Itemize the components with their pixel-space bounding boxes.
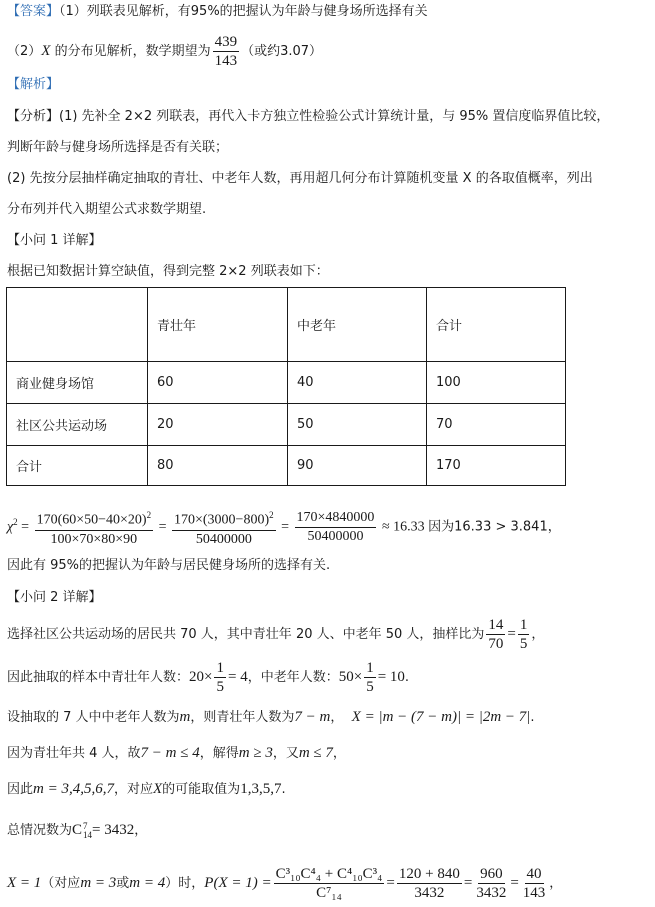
answer-tag: 【答案】 <box>7 4 60 19</box>
table-cell: 60 <box>148 362 288 404</box>
q2-line-1: 选择社区公共运动场的居民共 70 人，其中青壮年 20 人、中老年 50 人，抽样比为 $\frac{14}{70}$ = $\frac{1}{5}$ ， <box>7 617 545 652</box>
q2-line-5: 因此m = 3,4,5,6,7，对应X的可能取值为1,3,5,7. <box>7 781 286 797</box>
table-cell: 70 <box>427 404 566 446</box>
q2-header: 【小问 2 详解】 <box>7 590 102 605</box>
answer-line-2: （2）X 的分布见解析，数学期望为 $\frac{439}{143}$ （或约3.07） <box>7 34 323 69</box>
table-cell: 青壮年 <box>148 288 288 362</box>
contingency-table <box>6 287 566 486</box>
table-cell: 中老年 <box>288 288 427 362</box>
q1-intro: 根据已知数据计算空缺值，得到完整 2×2 列联表如下： <box>7 264 329 279</box>
table-cell: 社区公共运动场 <box>7 404 148 446</box>
table-row <box>7 446 566 486</box>
table-cell: 50 <box>288 404 427 446</box>
fenxi-line-1: 【分析】(1) 先补全 2×2 列联表，再代入卡方独立性检验公式计算统计量，与 95% 置信度临界值比较， <box>7 109 610 124</box>
q1-conclusion: 因此有 95%的把握认为年龄与居民健身场所的选择有关. <box>7 558 331 573</box>
q2-line-3: 设抽取的 7 人中中老年人数为m，则青壮年人数为7 − m， X = |m − (7 − m)| = |2m − 7|. <box>7 709 535 725</box>
table-row <box>7 362 566 404</box>
analysis-tag: 【解析】 <box>7 77 60 92</box>
expectation-fraction: $\frac{439}{143}$ <box>214 34 238 69</box>
table-cell: 90 <box>288 446 427 486</box>
answer-part1: （1）列联表见解析，有95%的把握认为年龄与健身场所选择有关 <box>59 4 428 19</box>
fenxi-line-4: 分布列并代入期望公式求数学期望. <box>7 202 207 217</box>
table-cell: 170 <box>427 446 566 486</box>
chi-square-formula: $\chi^2$ = $\frac{170(60\times 50-40\times 20)^2}{100\times 70\times 80\times 90}$ = $\frac{170\times(3000-800)^2}{50400000}$ = $\frac{170\times 4840000}{50400000}$ ≈ 16.33 因为16.33 > 3.841， <box>7 500 561 544</box>
answer-line-1 <box>7 2 428 22</box>
table-cell: 合计 <box>7 446 148 486</box>
table-cell: 100 <box>427 362 566 404</box>
table-cell: 80 <box>148 446 288 486</box>
table-header-row <box>7 288 566 362</box>
table-row <box>7 404 566 446</box>
q2-line-4: 因为青壮年共 4 人，故7 − m ≤ 4，解得m ≥ 3，又m ≤ 7， <box>7 745 346 761</box>
table-cell: 40 <box>288 362 427 404</box>
q2-line-6: 总情况数为C 7 14 = 3432， <box>7 820 148 840</box>
fenxi-line-2: 判断年龄与健身场所选择是否有关联； <box>7 140 229 155</box>
table-cell: 合计 <box>427 288 566 362</box>
table-cell: 20 <box>148 404 288 446</box>
q2-line-7: X = 1（对应m = 3或m = 4）时，P(X = 1) = $\frac{\text{C³₁₀C⁴₄ + C⁴₁₀C³₄}}{\text{C⁷₁₄}}$ = $\frac{120 + 840}{3432}$ = $\frac{960}{3432}$ = $\frac{40}{143}$ ， <box>7 866 563 901</box>
table-cell <box>7 288 148 362</box>
table-cell: 商业健身场馆 <box>7 362 148 404</box>
fenxi-line-3: (2) 先按分层抽样确定抽取的青壮、中老年人数，再用超几何分布计算随机变量 X 的各取值概率，列出 <box>7 171 593 186</box>
q1-header: 【小问 1 详解】 <box>7 233 102 248</box>
q2-line-2: 因此抽取的样本中青壮年人数：20× $\frac{1}{5}$ = 4，中老年人数：50× $\frac{1}{5}$ = 10. <box>7 660 410 695</box>
